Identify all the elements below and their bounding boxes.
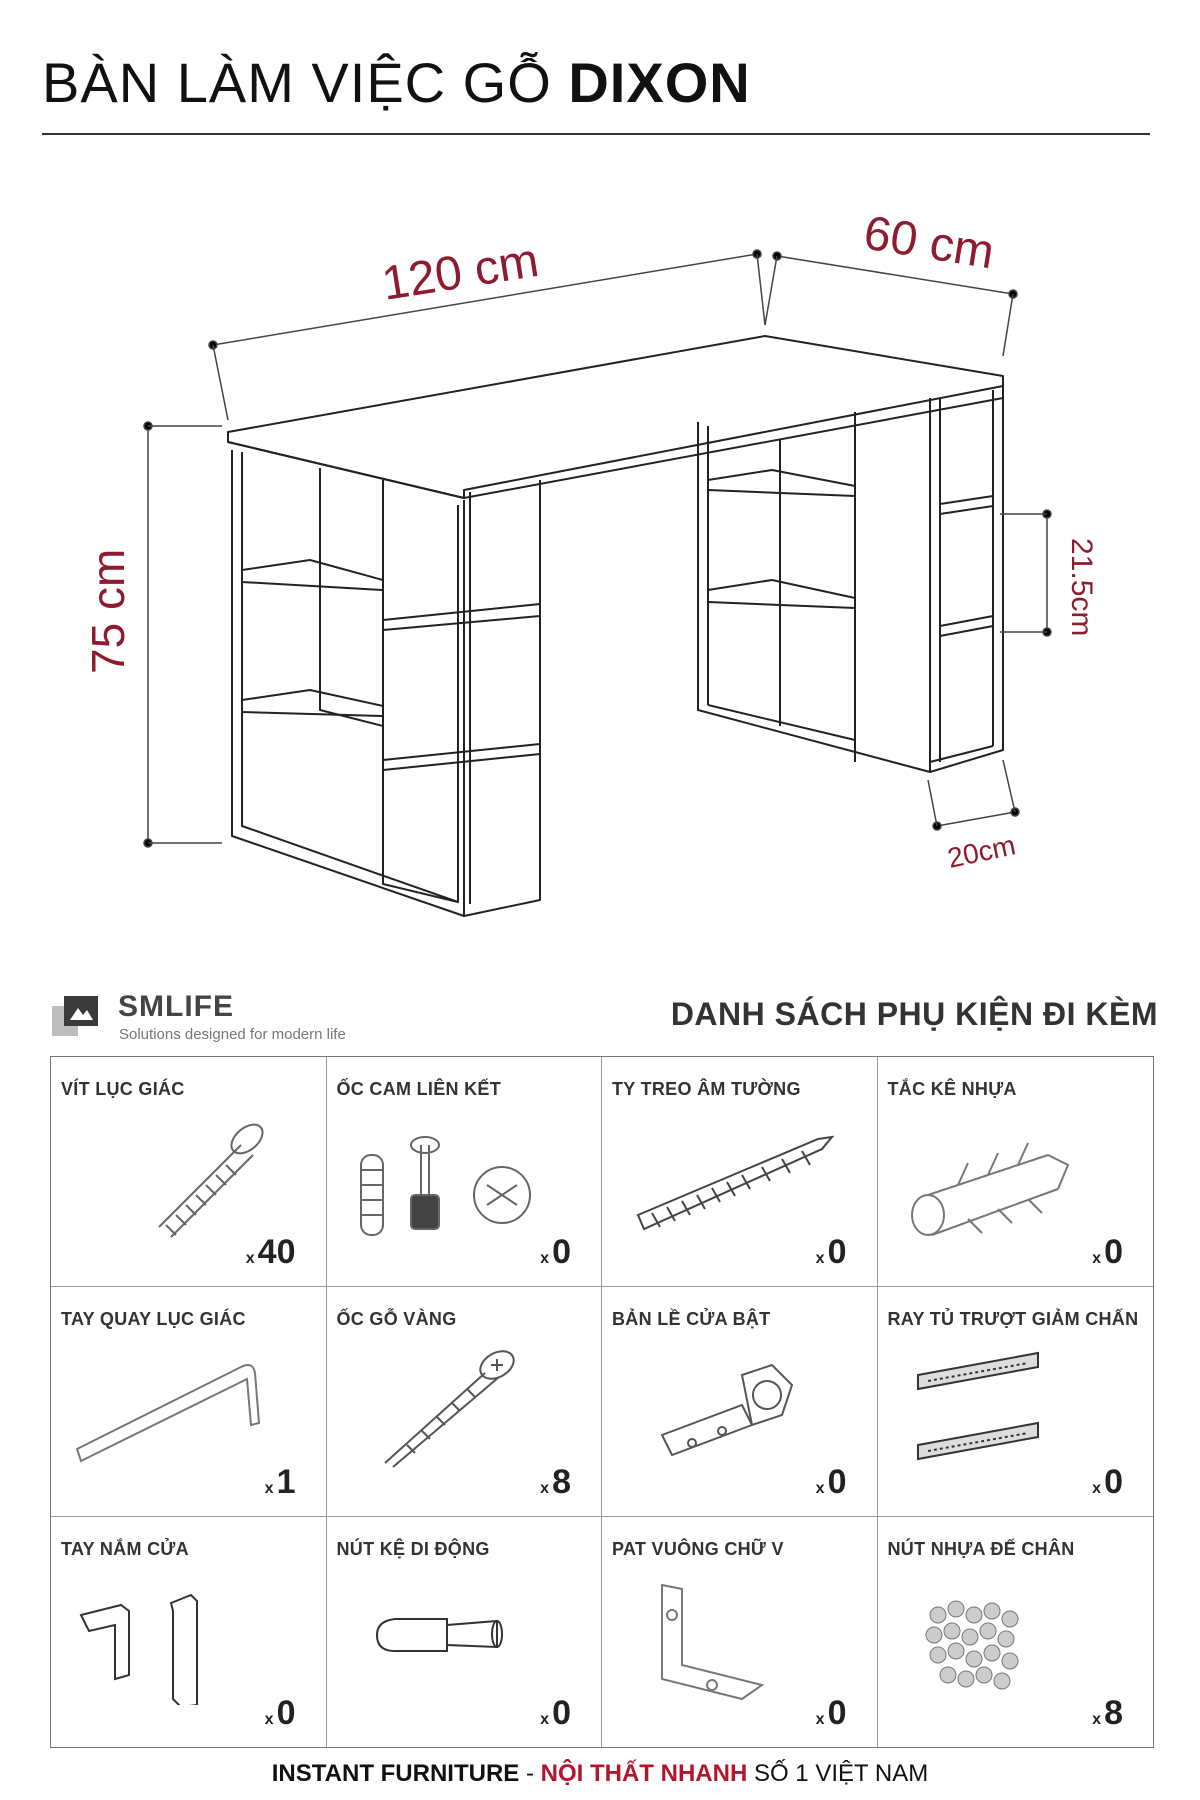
smlife-logo-icon — [52, 996, 98, 1038]
brand-name: SMLIFE — [118, 990, 234, 1023]
hex-screw-icon — [71, 1115, 307, 1245]
title-bold: DIXON — [568, 51, 751, 114]
accessory-cell — [51, 1287, 327, 1517]
accessories-heading: DANH SÁCH PHỤ KIỆN ĐI KÈM — [670, 996, 1158, 1032]
accessory-name: ỐC CAM LIÊN KẾT — [336, 1079, 501, 1099]
accessory-cell — [878, 1517, 1154, 1747]
accessory-cell — [51, 1057, 327, 1287]
footer-part2: NỘI THẤT NHANH — [540, 1760, 748, 1787]
brand-block — [52, 990, 382, 1046]
cabinet-hinge-icon — [622, 1345, 858, 1475]
accessory-cell — [327, 1057, 603, 1287]
accessory-name: NÚT NHỰA ĐẾ CHÂN — [887, 1539, 1075, 1559]
drawer-slide-icon — [898, 1345, 1134, 1475]
accessory-name: RAY TỦ TRƯỢT GIẢM CHẤN — [887, 1309, 1139, 1329]
accessory-qty: x 0 — [815, 1463, 847, 1501]
accessory-qty: x 0 — [1092, 1463, 1123, 1501]
footer-part1: INSTANT FURNITURE — [271, 1760, 520, 1787]
door-handle-icon — [71, 1575, 307, 1705]
accessory-qty: x 0 — [540, 1233, 571, 1271]
footer-part3: SỐ 1 VIỆT NAM — [747, 1760, 929, 1787]
accessory-cell — [327, 1517, 603, 1747]
accessory-cell — [602, 1287, 878, 1517]
accessory-name: TẮC KÊ NHỰA — [887, 1079, 1017, 1099]
desk-dimension-diagram — [0, 150, 1200, 950]
accessory-qty: x 0 — [1092, 1233, 1123, 1271]
accessory-cell — [51, 1517, 327, 1747]
accessory-cell — [878, 1287, 1154, 1517]
wood-screw-icon — [347, 1345, 583, 1475]
accessory-name: NÚT KỆ DI ĐỘNG — [336, 1539, 490, 1559]
accessory-name: VÍT LỤC GIÁC — [61, 1079, 185, 1099]
plastic-anchor-icon — [898, 1115, 1134, 1245]
accessory-qty: x 0 — [815, 1694, 847, 1732]
accessory-name: TY TREO ÂM TƯỜNG — [612, 1079, 801, 1099]
accessory-qty: x 0 — [815, 1233, 847, 1271]
width-label: 120 cm — [378, 233, 543, 311]
allen-key-icon — [71, 1345, 307, 1475]
accessories-grid — [50, 1056, 1154, 1748]
footer-sep: - — [519, 1760, 541, 1787]
accessory-qty: x 40 — [245, 1233, 296, 1271]
wall-hanger-bolt-icon — [622, 1115, 858, 1245]
footer-slogan — [0, 1760, 1200, 1788]
accessory-cell — [878, 1057, 1154, 1287]
accessory-qty: x 0 — [540, 1694, 571, 1732]
accessory-cell — [602, 1057, 878, 1287]
accessory-qty: x 1 — [264, 1463, 296, 1501]
desk-top — [228, 336, 1003, 498]
accessory-qty: x 8 — [540, 1463, 571, 1501]
accessory-name: BẢN LỀ CỬA BẬT — [612, 1309, 771, 1329]
title-divider — [42, 133, 1150, 135]
accessory-name: TAY QUAY LỤC GIÁC — [61, 1309, 246, 1329]
accessory-cell — [602, 1517, 878, 1747]
accessory-qty: x 0 — [264, 1694, 296, 1732]
page-title — [42, 50, 751, 115]
shelf-pin-icon — [347, 1575, 583, 1705]
depth-label: 60 cm — [860, 206, 998, 280]
brand-tagline: Solutions designed for modern life — [119, 1026, 346, 1043]
title-regular: BÀN LÀM VIỆC GỖ — [42, 51, 552, 114]
accessory-name: PAT VUÔNG CHỮ V — [612, 1539, 784, 1559]
accessory-name: ỐC GỖ VÀNG — [336, 1309, 457, 1329]
shelf-depth-label: 20cm — [944, 829, 1019, 874]
cam-lock-icon — [347, 1115, 583, 1245]
accessory-name: TAY NẮM CỬA — [61, 1539, 189, 1559]
plastic-foot-pad-icon — [898, 1575, 1134, 1705]
angle-bracket-icon — [622, 1575, 858, 1705]
left-cabinet — [232, 450, 464, 916]
height-label: 75 cm — [82, 548, 134, 674]
accessory-qty: x 8 — [1092, 1694, 1123, 1732]
shelf-gap-label: 21.5cm — [1065, 538, 1098, 637]
accessory-cell — [327, 1287, 603, 1517]
